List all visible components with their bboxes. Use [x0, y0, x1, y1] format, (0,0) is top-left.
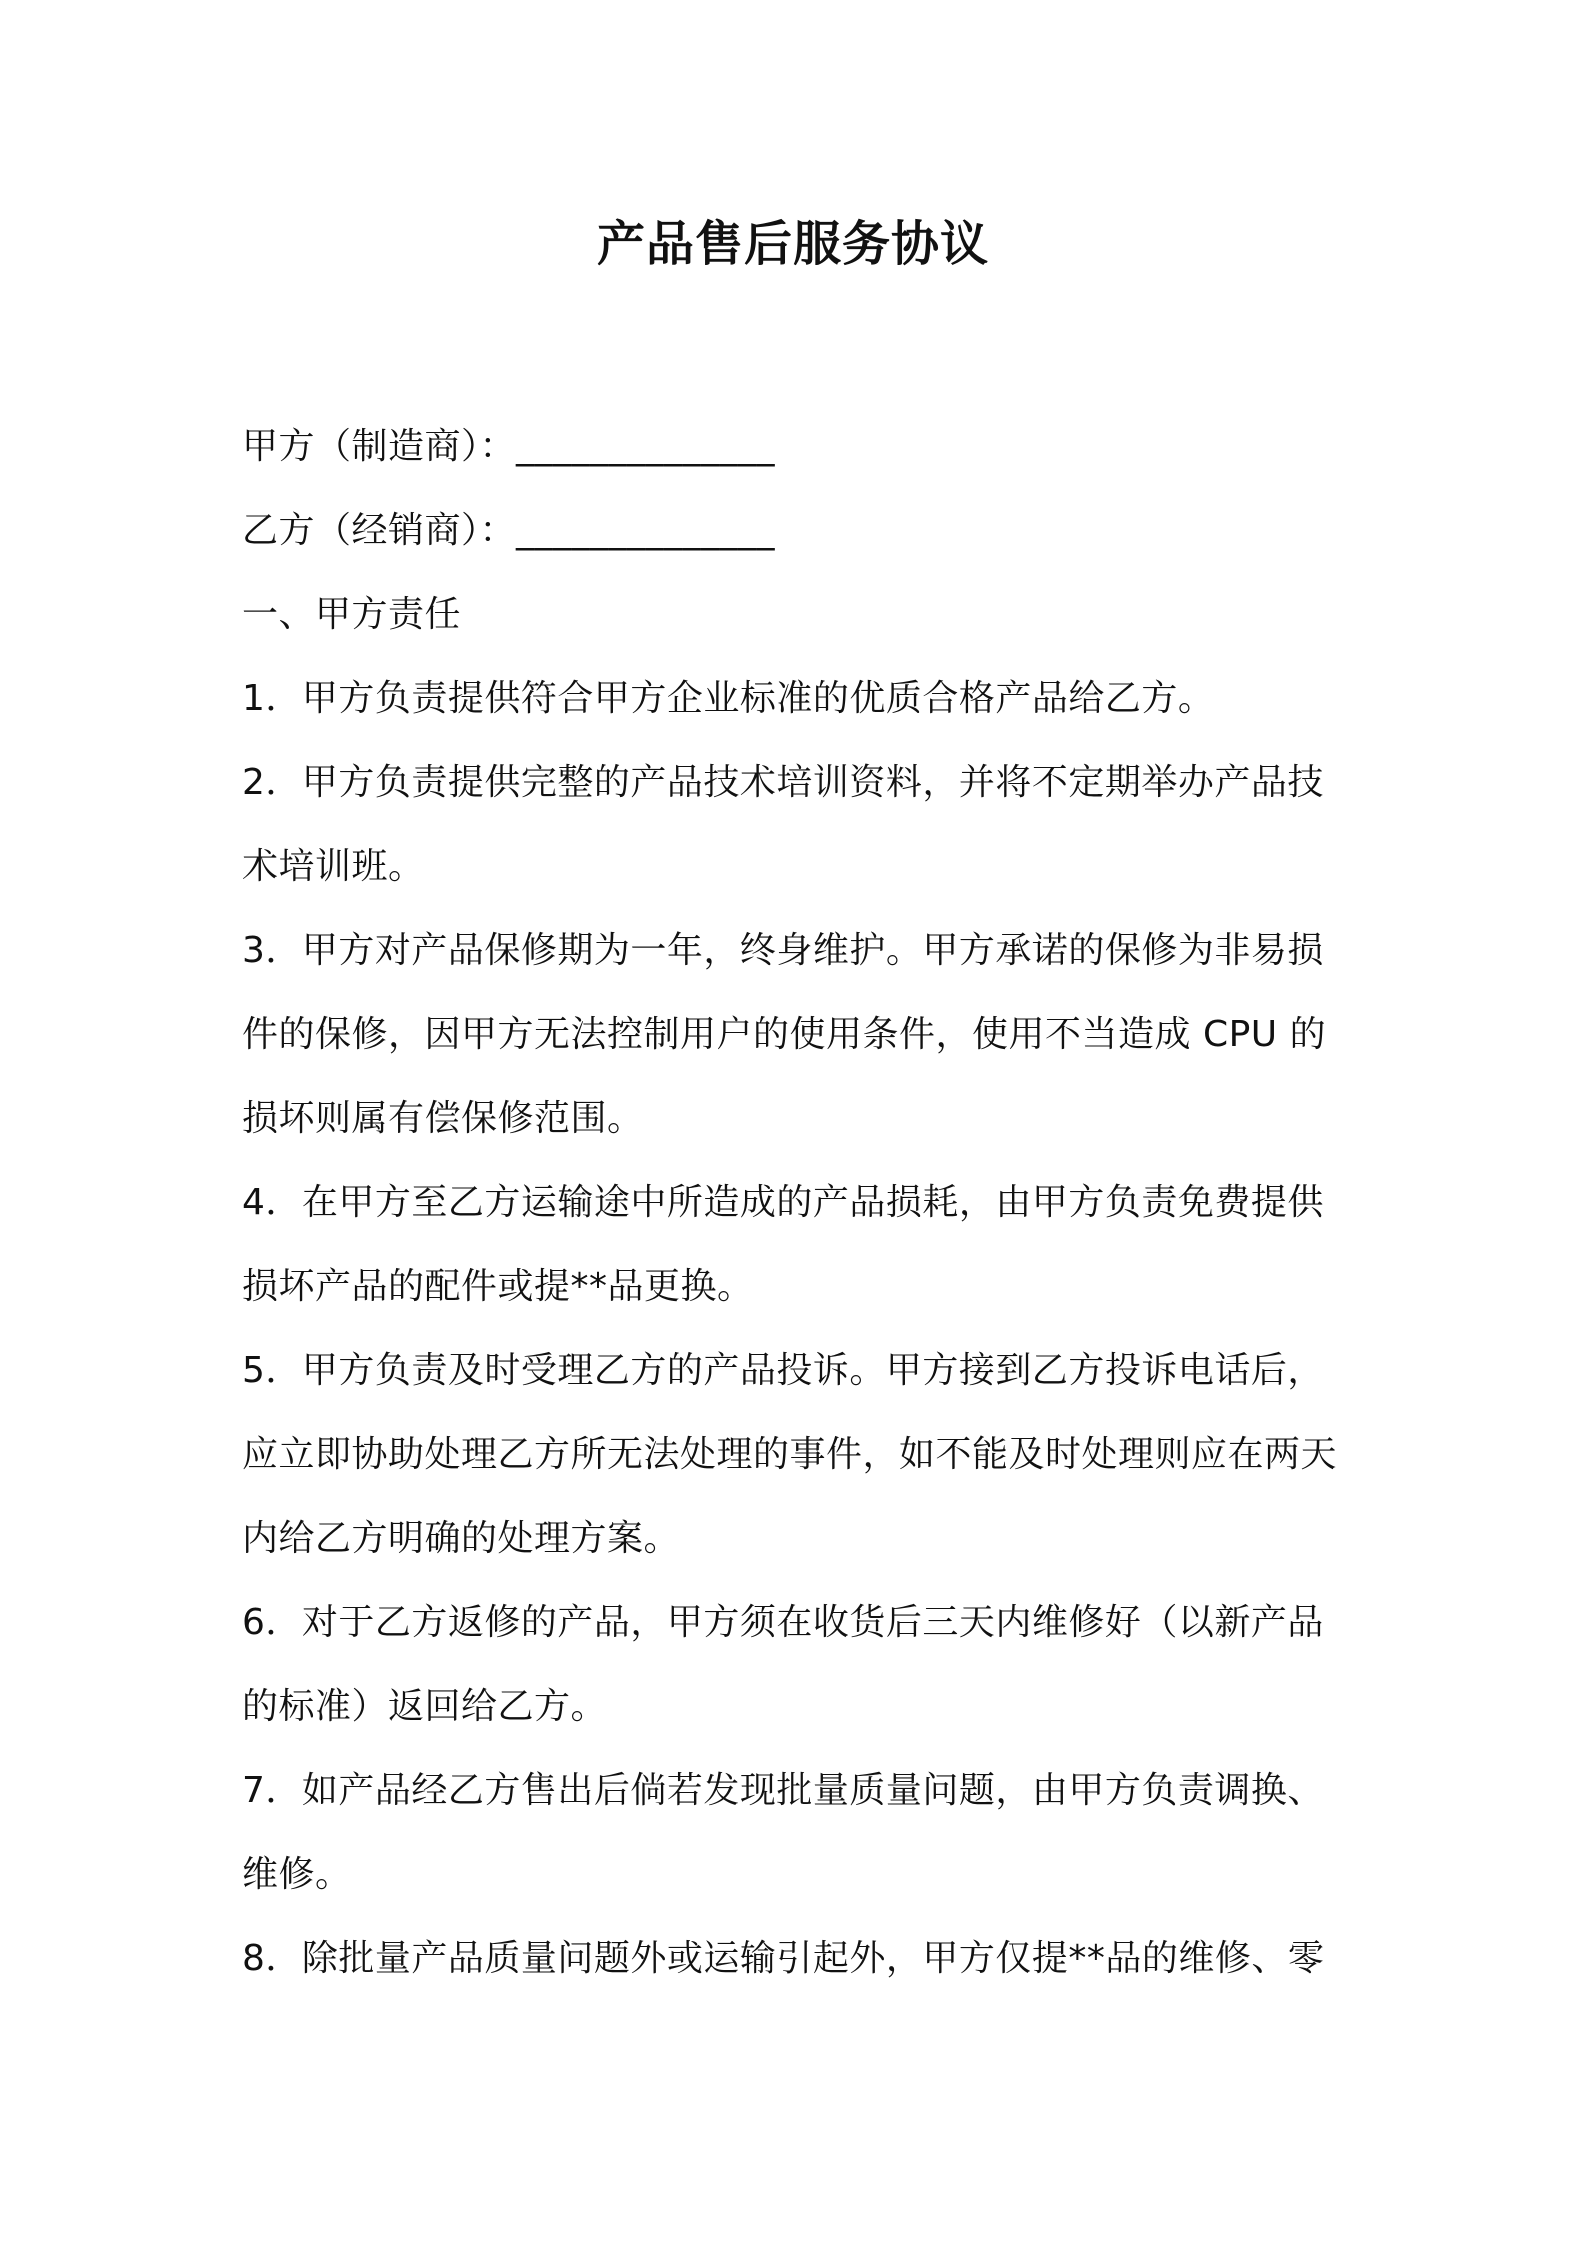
- clause-line: 件的保修，因甲方无法控制用户的使用条件，使用不当造成 CPU 的: [242, 1014, 1327, 1055]
- clause-line: 6．对于乙方返修的产品，甲方须在收货后三天内维修好（以新产品: [242, 1602, 1324, 1643]
- clause-line: 内给乙方明确的处理方案。: [242, 1518, 681, 1559]
- clause-line: 1．甲方负责提供符合甲方企业标准的优质合格产品给乙方。: [242, 678, 1215, 719]
- clause-line: 损坏则属有偿保修范围。: [242, 1098, 644, 1139]
- clause-line: 4．在甲方至乙方运输途中所造成的产品损耗，由甲方负责免费提供: [242, 1182, 1324, 1223]
- party-a-blank: ______________: [516, 426, 776, 467]
- clause-line: 术培训班。: [242, 846, 425, 887]
- document-title: 产品售后服务协议: [596, 216, 989, 272]
- clause-line: 2．甲方负责提供完整的产品技术培训资料，并将不定期举办产品技: [242, 762, 1324, 803]
- clause-line: 7．如产品经乙方售出后倘若发现批量质量问题，由甲方负责调换、: [242, 1770, 1324, 1811]
- party-a-label: 甲方（制造商）：: [242, 426, 517, 467]
- clause-line: 8．除批量产品质量问题外或运输引起外，甲方仅提**品的维修、零: [242, 1938, 1325, 1979]
- clause-line: 应立即协助处理乙方所无法处理的事件，如不能及时处理则应在两天: [242, 1434, 1338, 1475]
- party-b-line: [242, 489, 1357, 573]
- party-b-label: 乙方（经销商）：: [242, 510, 517, 551]
- party-b-blank: ______________: [516, 510, 776, 551]
- clause-line: 维修。: [242, 1854, 352, 1895]
- clause-line: 损坏产品的配件或提**品更换。: [242, 1266, 754, 1307]
- document-body: [242, 405, 1357, 2001]
- party-a-line: [242, 405, 1357, 489]
- clause-line: 的标准）返回给乙方。: [242, 1686, 608, 1727]
- clause-line: 5．甲方负责及时受理乙方的产品投诉。甲方接到乙方投诉电话后，: [242, 1350, 1324, 1391]
- clause-line: 3．甲方对产品保修期为一年，终身维护。甲方承诺的保修为非易损: [242, 930, 1324, 971]
- section-heading: 一、甲方责任: [242, 594, 462, 635]
